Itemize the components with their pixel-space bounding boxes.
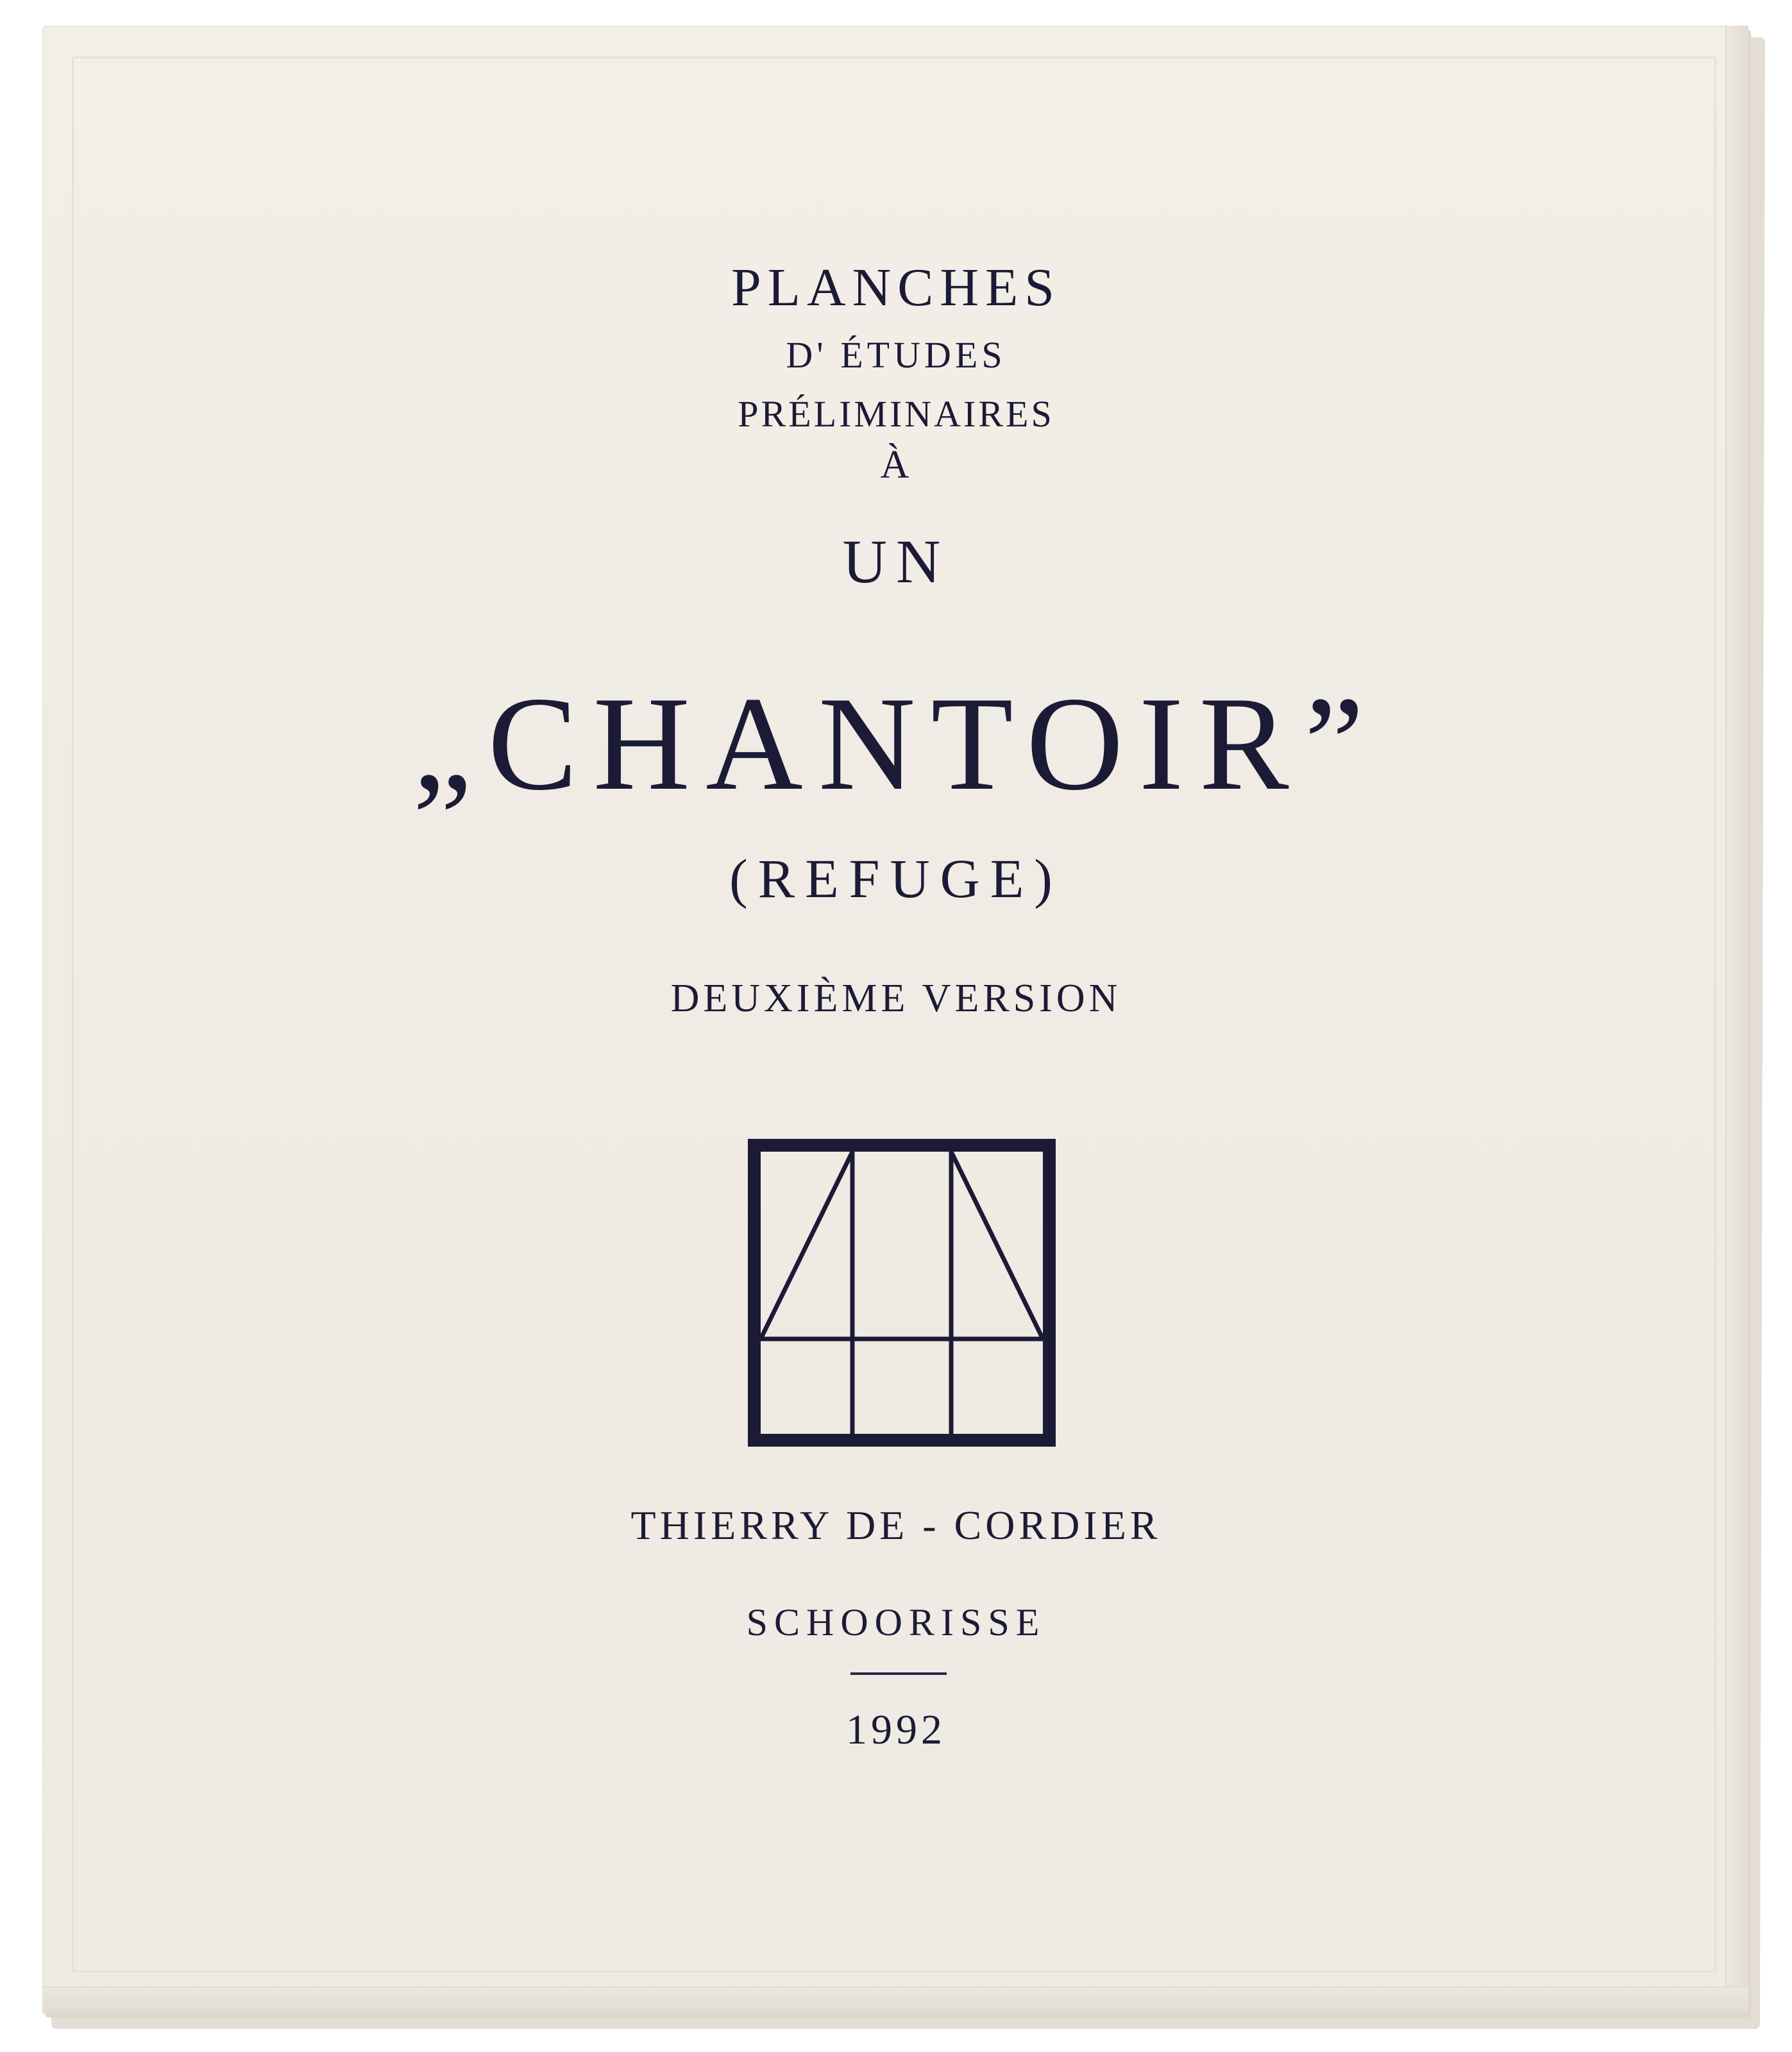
year: 1992: [846, 1706, 946, 1753]
version-label: DEUXIÈME VERSION: [670, 977, 1122, 1020]
title-line-etudes: D' ÉTUDES: [786, 334, 1006, 376]
place-name: SCHOORISSE: [746, 1601, 1046, 1644]
title-line-un: UN: [842, 527, 950, 596]
board-bottom-edge: [42, 1987, 1748, 2014]
subtitle: (REFUGE): [729, 848, 1063, 909]
title-line-planches: PLANCHES: [731, 258, 1061, 317]
title-line-preliminaires: PRÉLIMINAIRES: [738, 393, 1054, 435]
title-line-a: À: [880, 443, 912, 487]
divider: [850, 1672, 947, 1675]
window-grid-emblem-icon: [748, 1139, 1056, 1447]
author-name: THIERRY DE - CORDIER: [630, 1502, 1162, 1548]
main-title: „CHANTOIR”: [412, 669, 1380, 818]
